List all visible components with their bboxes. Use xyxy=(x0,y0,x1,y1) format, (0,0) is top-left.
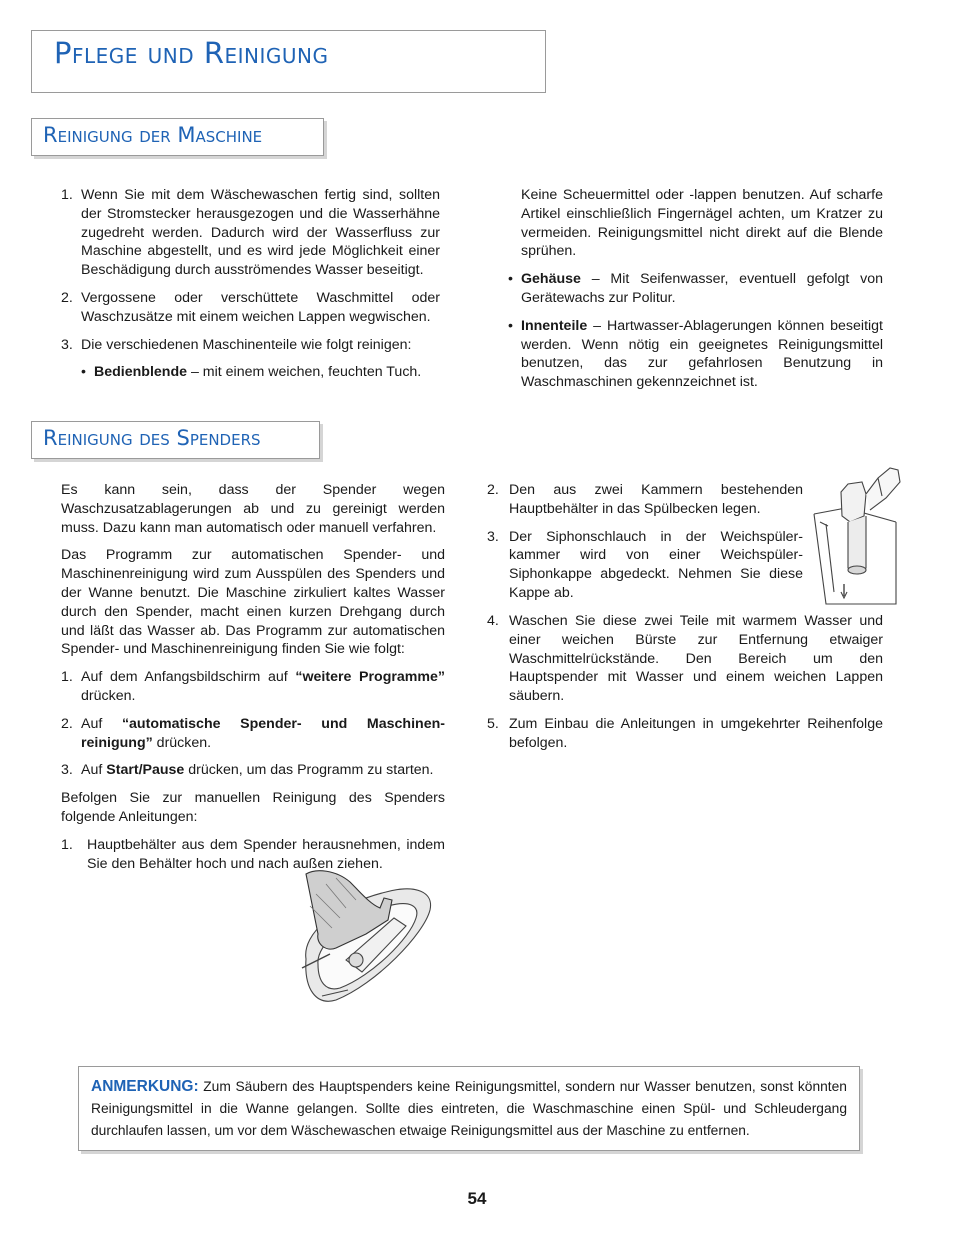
section2-right-column-upper xyxy=(487,481,803,612)
auto-program-paragraph: Das Programm zur automatischen Spender- und Maschinenreinigung wird zum Ausspülen des Spenders und der Wanne benutzt. Die Maschine zirkuliert kaltes Wasser durch den Spender, macht einen kurzen Drehgang durch und läßt das Wasser ab. Das Programm zur automatischen Spender- und Maschinenreinigung finden Sie wie folgt: xyxy=(61,547,445,658)
list-item: 2. Vergossene oder verschüttete Waschmittel oder Waschzusätze mit einem weichen Lappen wegwischen. xyxy=(61,289,440,325)
list-item: 3. Der Siphonschlauch in der Weichspüler-kammer wird von einer Weichspüler-Siphonkappe abgedeckt. Nehmen Sie diese Kappe ab. xyxy=(487,528,803,601)
machine-steps-list xyxy=(61,186,440,354)
section2-right-column-lower xyxy=(487,612,883,762)
section-heading-box-maschine xyxy=(31,118,324,156)
list-item: 1. Wenn Sie mit dem Wäschewaschen fertig sind, sollten der Stromstecker herausgezogen und die Wasserhähne zugedreht werden. Dadurch wird der Wasserfluss zur Maschine abgestellt, und es wird jede Möglichkeit einer Beschädigung durch ausströmendes Wasser beseitigt. xyxy=(61,187,440,279)
list-item: 5. Zum Einbau die Anleitungen in umgekehrter Reihenfolge befolgen. xyxy=(487,715,883,751)
list-item: 4. Waschen Sie diese zwei Teile mit warmem Wasser und einer weichen Bürste zur Entfernung etwaiger Waschmittelrückstände. Den Bereich um den Hauptspender mit Wasser und einem weichen Lappen säubern. xyxy=(487,613,883,705)
section-heading-maschine: Reinigung der Maschine xyxy=(43,123,263,147)
manual-steps-list-right-lower xyxy=(487,612,883,753)
auto-steps-list xyxy=(61,668,445,780)
manual-steps-list-right-upper xyxy=(487,481,803,603)
bullet-gehaeuse: • Gehäuse – Mit Seifenwasser, eventuell gefolgt von Gerätewachs zur Politur. xyxy=(508,271,883,306)
list-item: 3. Auf Start/Pause drücken, um das Programm zu starten. xyxy=(61,762,434,779)
list-item: 1. Hauptbehälter aus dem Spender herausnehmen, indem Sie den Behälter hoch und nach außen ziehen. xyxy=(61,836,445,872)
section1-left-column xyxy=(61,186,440,391)
bullet-bedienblende: • Bedienblende – mit einem weichen, feuchten Tuch. xyxy=(81,364,422,381)
section-heading-spender: Reinigung des Spenders xyxy=(43,426,261,450)
section1-right-column xyxy=(508,186,883,401)
dispenser-removal-illustration xyxy=(296,864,436,1006)
page-number: 54 xyxy=(467,1189,487,1208)
section2-left-column xyxy=(61,481,445,882)
list-item: 3. Die verschiedenen Maschinenteile wie folgt reinigen: xyxy=(61,336,412,353)
list-item: 2. Auf “automatische Spender- und Maschinen-reinigung” drücken. xyxy=(61,715,445,751)
note-label: ANMERKUNG: xyxy=(91,1078,199,1095)
page-title-box xyxy=(31,30,546,93)
bullet-innenteile: • Innenteile – Hartwasser-Ablagerungen können beseitigt werden. Wenn nötig ein geeignetes Reinigungsmittel benutzen, das zur gefahrlosen Benutzung in Waschmaschinen gekennzeichnet ist. xyxy=(508,317,883,391)
list-item: 1. Auf dem Anfangsbildschirm auf “weitere Programme” drücken. xyxy=(61,669,445,704)
note-text: Zum Säubern des Hauptspenders keine Reinigungsmittel, sondern nur Wasser benutzen, sonst könnten Reinigungsmittel in die Wanne gelangen. Sollte dies eintreten, die Waschmaschine einen Spül- und Schleudergang durchlaufen lassen, um vor dem Wäschewaschen etwaige Reinigungsmittel aus der Maschine zu entfernen. xyxy=(91,1079,847,1138)
spender-intro-paragraph: Es kann sein, dass der Spender wegen Waschzusatzablagerungen ab und zu gereinigt werden muss. Dazu kann man automatisch oder manuell verfahren. xyxy=(61,482,445,536)
list-item: 2. Den aus zwei Kammern bestehenden Hauptbehälter in das Spülbecken legen. xyxy=(487,482,803,517)
note-box xyxy=(78,1066,860,1151)
section-heading-box-spender xyxy=(31,421,320,459)
siphon-cap-illustration xyxy=(806,464,906,614)
bullet-bedienblende-continued: Keine Scheuermittel oder -lappen benutzen. Auf scharfe Artikel einschließlich Fingernägel achten, um Kratzer zu vermeiden. Reinigungsmittel nicht direkt auf die Blende sprühen. xyxy=(521,187,883,260)
manual-cleaning-paragraph: Befolgen Sie zur manuellen Reinigung des Spenders folgende Anleitungen: xyxy=(61,790,445,825)
page-title: Pflege und Reinigung xyxy=(54,36,329,70)
